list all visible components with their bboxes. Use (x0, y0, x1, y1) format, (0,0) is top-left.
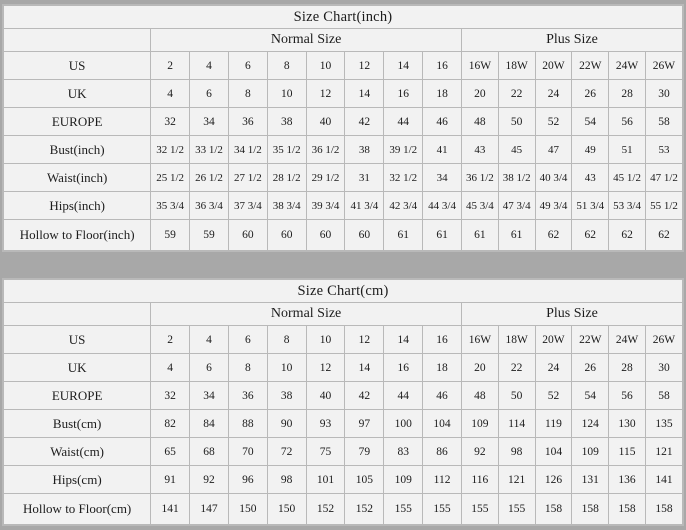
cell: 126 (535, 466, 572, 494)
table-row (4, 494, 683, 525)
cell: 40 3/4 (535, 164, 572, 192)
cell: 24W (609, 52, 646, 80)
cell: 70 (228, 438, 267, 466)
cell: 112 (423, 466, 462, 494)
cell: 62 (535, 220, 572, 251)
group-header-plus: Plus Size (461, 29, 682, 52)
cell: 136 (609, 466, 646, 494)
size-chart-inch-table (3, 5, 683, 251)
cell: 72 (267, 438, 306, 466)
cell: 42 (345, 382, 384, 410)
corner-blank-cell (4, 29, 151, 52)
cell: 12 (306, 354, 345, 382)
cell: 34 (190, 382, 229, 410)
cell: 104 (423, 410, 462, 438)
cell: 26W (645, 52, 682, 80)
cell: 14 (384, 52, 423, 80)
table-row (4, 410, 683, 438)
cell: 92 (190, 466, 229, 494)
cell: 32 1/2 (384, 164, 423, 192)
cell: 4 (190, 326, 229, 354)
cell: 22 (498, 80, 535, 108)
corner-blank-cell (4, 303, 151, 326)
cell: 56 (609, 382, 646, 410)
cell: 58 (645, 382, 682, 410)
cell: 48 (461, 108, 498, 136)
cell: 47 1/2 (645, 164, 682, 192)
cell: 27 1/2 (228, 164, 267, 192)
size-chart-cm-table (3, 279, 683, 525)
cell: 114 (498, 410, 535, 438)
group-header-plus: Plus Size (461, 303, 682, 326)
cell: 44 (384, 382, 423, 410)
cell: 65 (151, 438, 190, 466)
row-label: Hollow to Floor(inch) (4, 220, 151, 251)
cell: 59 (151, 220, 190, 251)
cell: 35 3/4 (151, 192, 190, 220)
cell: 46 (423, 382, 462, 410)
cell: 150 (267, 494, 306, 525)
cell: 158 (645, 494, 682, 525)
cell: 20W (535, 326, 572, 354)
chart-title-row (4, 6, 683, 29)
table-row (4, 108, 683, 136)
cell: 88 (228, 410, 267, 438)
cell: 53 (645, 136, 682, 164)
cell: 61 (461, 220, 498, 251)
cell: 4 (151, 354, 190, 382)
cell: 24 (535, 80, 572, 108)
cell: 54 (572, 108, 609, 136)
cell: 48 (461, 382, 498, 410)
page-title: Size Chart(cm) (4, 280, 683, 303)
cell: 109 (461, 410, 498, 438)
cell: 53 3/4 (609, 192, 646, 220)
cell: 92 (461, 438, 498, 466)
row-label: US (4, 52, 151, 80)
size-chart-cm (2, 278, 684, 526)
cell: 43 (461, 136, 498, 164)
cell: 22 (498, 354, 535, 382)
cell: 37 3/4 (228, 192, 267, 220)
cell: 20 (461, 80, 498, 108)
cell: 2 (151, 326, 190, 354)
row-label: Bust(inch) (4, 136, 151, 164)
cell: 16 (423, 326, 462, 354)
cell: 152 (306, 494, 345, 525)
cell: 155 (461, 494, 498, 525)
cell: 24W (609, 326, 646, 354)
cell: 39 3/4 (306, 192, 345, 220)
cell: 45 3/4 (461, 192, 498, 220)
cell: 45 (498, 136, 535, 164)
cell: 46 (423, 108, 462, 136)
cell: 104 (535, 438, 572, 466)
cell: 30 (645, 354, 682, 382)
cell: 45 1/2 (609, 164, 646, 192)
cell: 124 (572, 410, 609, 438)
cell: 58 (645, 108, 682, 136)
cell: 47 (535, 136, 572, 164)
cell: 26W (645, 326, 682, 354)
cell: 18W (498, 52, 535, 80)
cell: 86 (423, 438, 462, 466)
cell: 60 (345, 220, 384, 251)
cell: 36 3/4 (190, 192, 229, 220)
cell: 93 (306, 410, 345, 438)
cell: 12 (306, 80, 345, 108)
row-label: UK (4, 80, 151, 108)
cell: 10 (267, 80, 306, 108)
cell: 55 1/2 (645, 192, 682, 220)
cell: 90 (267, 410, 306, 438)
cell: 25 1/2 (151, 164, 190, 192)
row-label: UK (4, 354, 151, 382)
cell: 38 1/2 (498, 164, 535, 192)
cell: 8 (228, 80, 267, 108)
cell: 84 (190, 410, 229, 438)
cell: 98 (498, 438, 535, 466)
cell: 82 (151, 410, 190, 438)
cell: 16 (423, 52, 462, 80)
row-label: Waist(inch) (4, 164, 151, 192)
cell: 75 (306, 438, 345, 466)
cell: 8 (267, 52, 306, 80)
cell: 135 (645, 410, 682, 438)
cell: 40 (306, 108, 345, 136)
cell: 12 (345, 52, 384, 80)
group-header-row (4, 29, 683, 52)
cell: 119 (535, 410, 572, 438)
group-header-row (4, 303, 683, 326)
cell: 98 (267, 466, 306, 494)
cell: 14 (345, 354, 384, 382)
cell: 97 (345, 410, 384, 438)
cell: 8 (228, 354, 267, 382)
cell: 60 (228, 220, 267, 251)
cell: 31 (345, 164, 384, 192)
cell: 49 3/4 (535, 192, 572, 220)
cell: 121 (645, 438, 682, 466)
cell: 50 (498, 108, 535, 136)
table-row (4, 136, 683, 164)
cell: 83 (384, 438, 423, 466)
row-label: Hollow to Floor(cm) (4, 494, 151, 525)
cell: 32 (151, 382, 190, 410)
cell: 24 (535, 354, 572, 382)
table-row (4, 52, 683, 80)
cell: 38 3/4 (267, 192, 306, 220)
cell: 43 (572, 164, 609, 192)
cell: 6 (228, 326, 267, 354)
cell: 18 (423, 354, 462, 382)
cell: 155 (423, 494, 462, 525)
cell: 109 (384, 466, 423, 494)
cell: 49 (572, 136, 609, 164)
cell: 20W (535, 52, 572, 80)
cell: 35 1/2 (267, 136, 306, 164)
cell: 26 1/2 (190, 164, 229, 192)
table-row (4, 438, 683, 466)
cell: 34 (423, 164, 462, 192)
cell: 36 1/2 (306, 136, 345, 164)
cell: 32 (151, 108, 190, 136)
cell: 54 (572, 382, 609, 410)
cell: 105 (345, 466, 384, 494)
cell: 130 (609, 410, 646, 438)
cell: 61 (384, 220, 423, 251)
cell: 50 (498, 382, 535, 410)
cell: 115 (609, 438, 646, 466)
cell: 121 (498, 466, 535, 494)
row-label: EUROPE (4, 382, 151, 410)
cell: 41 (423, 136, 462, 164)
cell: 39 1/2 (384, 136, 423, 164)
cell: 36 (228, 382, 267, 410)
cell: 68 (190, 438, 229, 466)
cell: 52 (535, 108, 572, 136)
cell: 6 (190, 80, 229, 108)
cell: 12 (345, 326, 384, 354)
cell: 28 (609, 354, 646, 382)
cell: 33 1/2 (190, 136, 229, 164)
cell: 51 3/4 (572, 192, 609, 220)
row-label: US (4, 326, 151, 354)
row-label: EUROPE (4, 108, 151, 136)
cell: 30 (645, 80, 682, 108)
cell: 40 (306, 382, 345, 410)
cell: 158 (609, 494, 646, 525)
cell: 36 (228, 108, 267, 136)
cell: 29 1/2 (306, 164, 345, 192)
cell: 34 (190, 108, 229, 136)
cell: 4 (190, 52, 229, 80)
size-chart-inch (2, 4, 684, 252)
group-header-normal: Normal Size (151, 303, 462, 326)
cell: 141 (645, 466, 682, 494)
cell: 32 1/2 (151, 136, 190, 164)
cell: 52 (535, 382, 572, 410)
cell: 61 (498, 220, 535, 251)
cell: 16W (461, 52, 498, 80)
cell: 62 (572, 220, 609, 251)
row-label: Hips(cm) (4, 466, 151, 494)
cell: 38 (267, 382, 306, 410)
cell: 38 (267, 108, 306, 136)
cell: 14 (384, 326, 423, 354)
chart-title-row (4, 280, 683, 303)
cell: 8 (267, 326, 306, 354)
cell: 51 (609, 136, 646, 164)
cell: 155 (498, 494, 535, 525)
cell: 26 (572, 354, 609, 382)
cell: 101 (306, 466, 345, 494)
cell: 16W (461, 326, 498, 354)
table-row (4, 354, 683, 382)
cell: 61 (423, 220, 462, 251)
cell: 62 (609, 220, 646, 251)
table-row (4, 80, 683, 108)
table-row (4, 382, 683, 410)
cell: 42 (345, 108, 384, 136)
cell: 44 3/4 (423, 192, 462, 220)
cell: 16 (384, 354, 423, 382)
row-label: Waist(cm) (4, 438, 151, 466)
cell: 4 (151, 80, 190, 108)
cell: 109 (572, 438, 609, 466)
cell: 10 (306, 326, 345, 354)
table-row (4, 164, 683, 192)
group-header-normal: Normal Size (151, 29, 462, 52)
cell: 60 (306, 220, 345, 251)
cell: 96 (228, 466, 267, 494)
cell: 22W (572, 52, 609, 80)
cell: 141 (151, 494, 190, 525)
cell: 116 (461, 466, 498, 494)
cell: 18W (498, 326, 535, 354)
cell: 38 (345, 136, 384, 164)
cell: 14 (345, 80, 384, 108)
cell: 42 3/4 (384, 192, 423, 220)
cell: 56 (609, 108, 646, 136)
table-row (4, 466, 683, 494)
cell: 16 (384, 80, 423, 108)
cell: 34 1/2 (228, 136, 267, 164)
cell: 10 (306, 52, 345, 80)
table-row (4, 220, 683, 251)
row-label: Hips(inch) (4, 192, 151, 220)
cell: 6 (228, 52, 267, 80)
cell: 155 (384, 494, 423, 525)
cell: 6 (190, 354, 229, 382)
cell: 100 (384, 410, 423, 438)
cell: 79 (345, 438, 384, 466)
cell: 158 (572, 494, 609, 525)
cell: 26 (572, 80, 609, 108)
cell: 91 (151, 466, 190, 494)
cell: 62 (645, 220, 682, 251)
cell: 47 3/4 (498, 192, 535, 220)
cell: 44 (384, 108, 423, 136)
cell: 152 (345, 494, 384, 525)
cell: 59 (190, 220, 229, 251)
cell: 20 (461, 354, 498, 382)
cell: 131 (572, 466, 609, 494)
table-row (4, 192, 683, 220)
cell: 10 (267, 354, 306, 382)
cell: 158 (535, 494, 572, 525)
cell: 41 3/4 (345, 192, 384, 220)
table-row (4, 326, 683, 354)
cell: 28 1/2 (267, 164, 306, 192)
row-label: Bust(cm) (4, 410, 151, 438)
cell: 18 (423, 80, 462, 108)
cell: 22W (572, 326, 609, 354)
cell: 147 (190, 494, 229, 525)
cell: 28 (609, 80, 646, 108)
cell: 36 1/2 (461, 164, 498, 192)
cell: 2 (151, 52, 190, 80)
cell: 60 (267, 220, 306, 251)
page-title: Size Chart(inch) (4, 6, 683, 29)
cell: 150 (228, 494, 267, 525)
